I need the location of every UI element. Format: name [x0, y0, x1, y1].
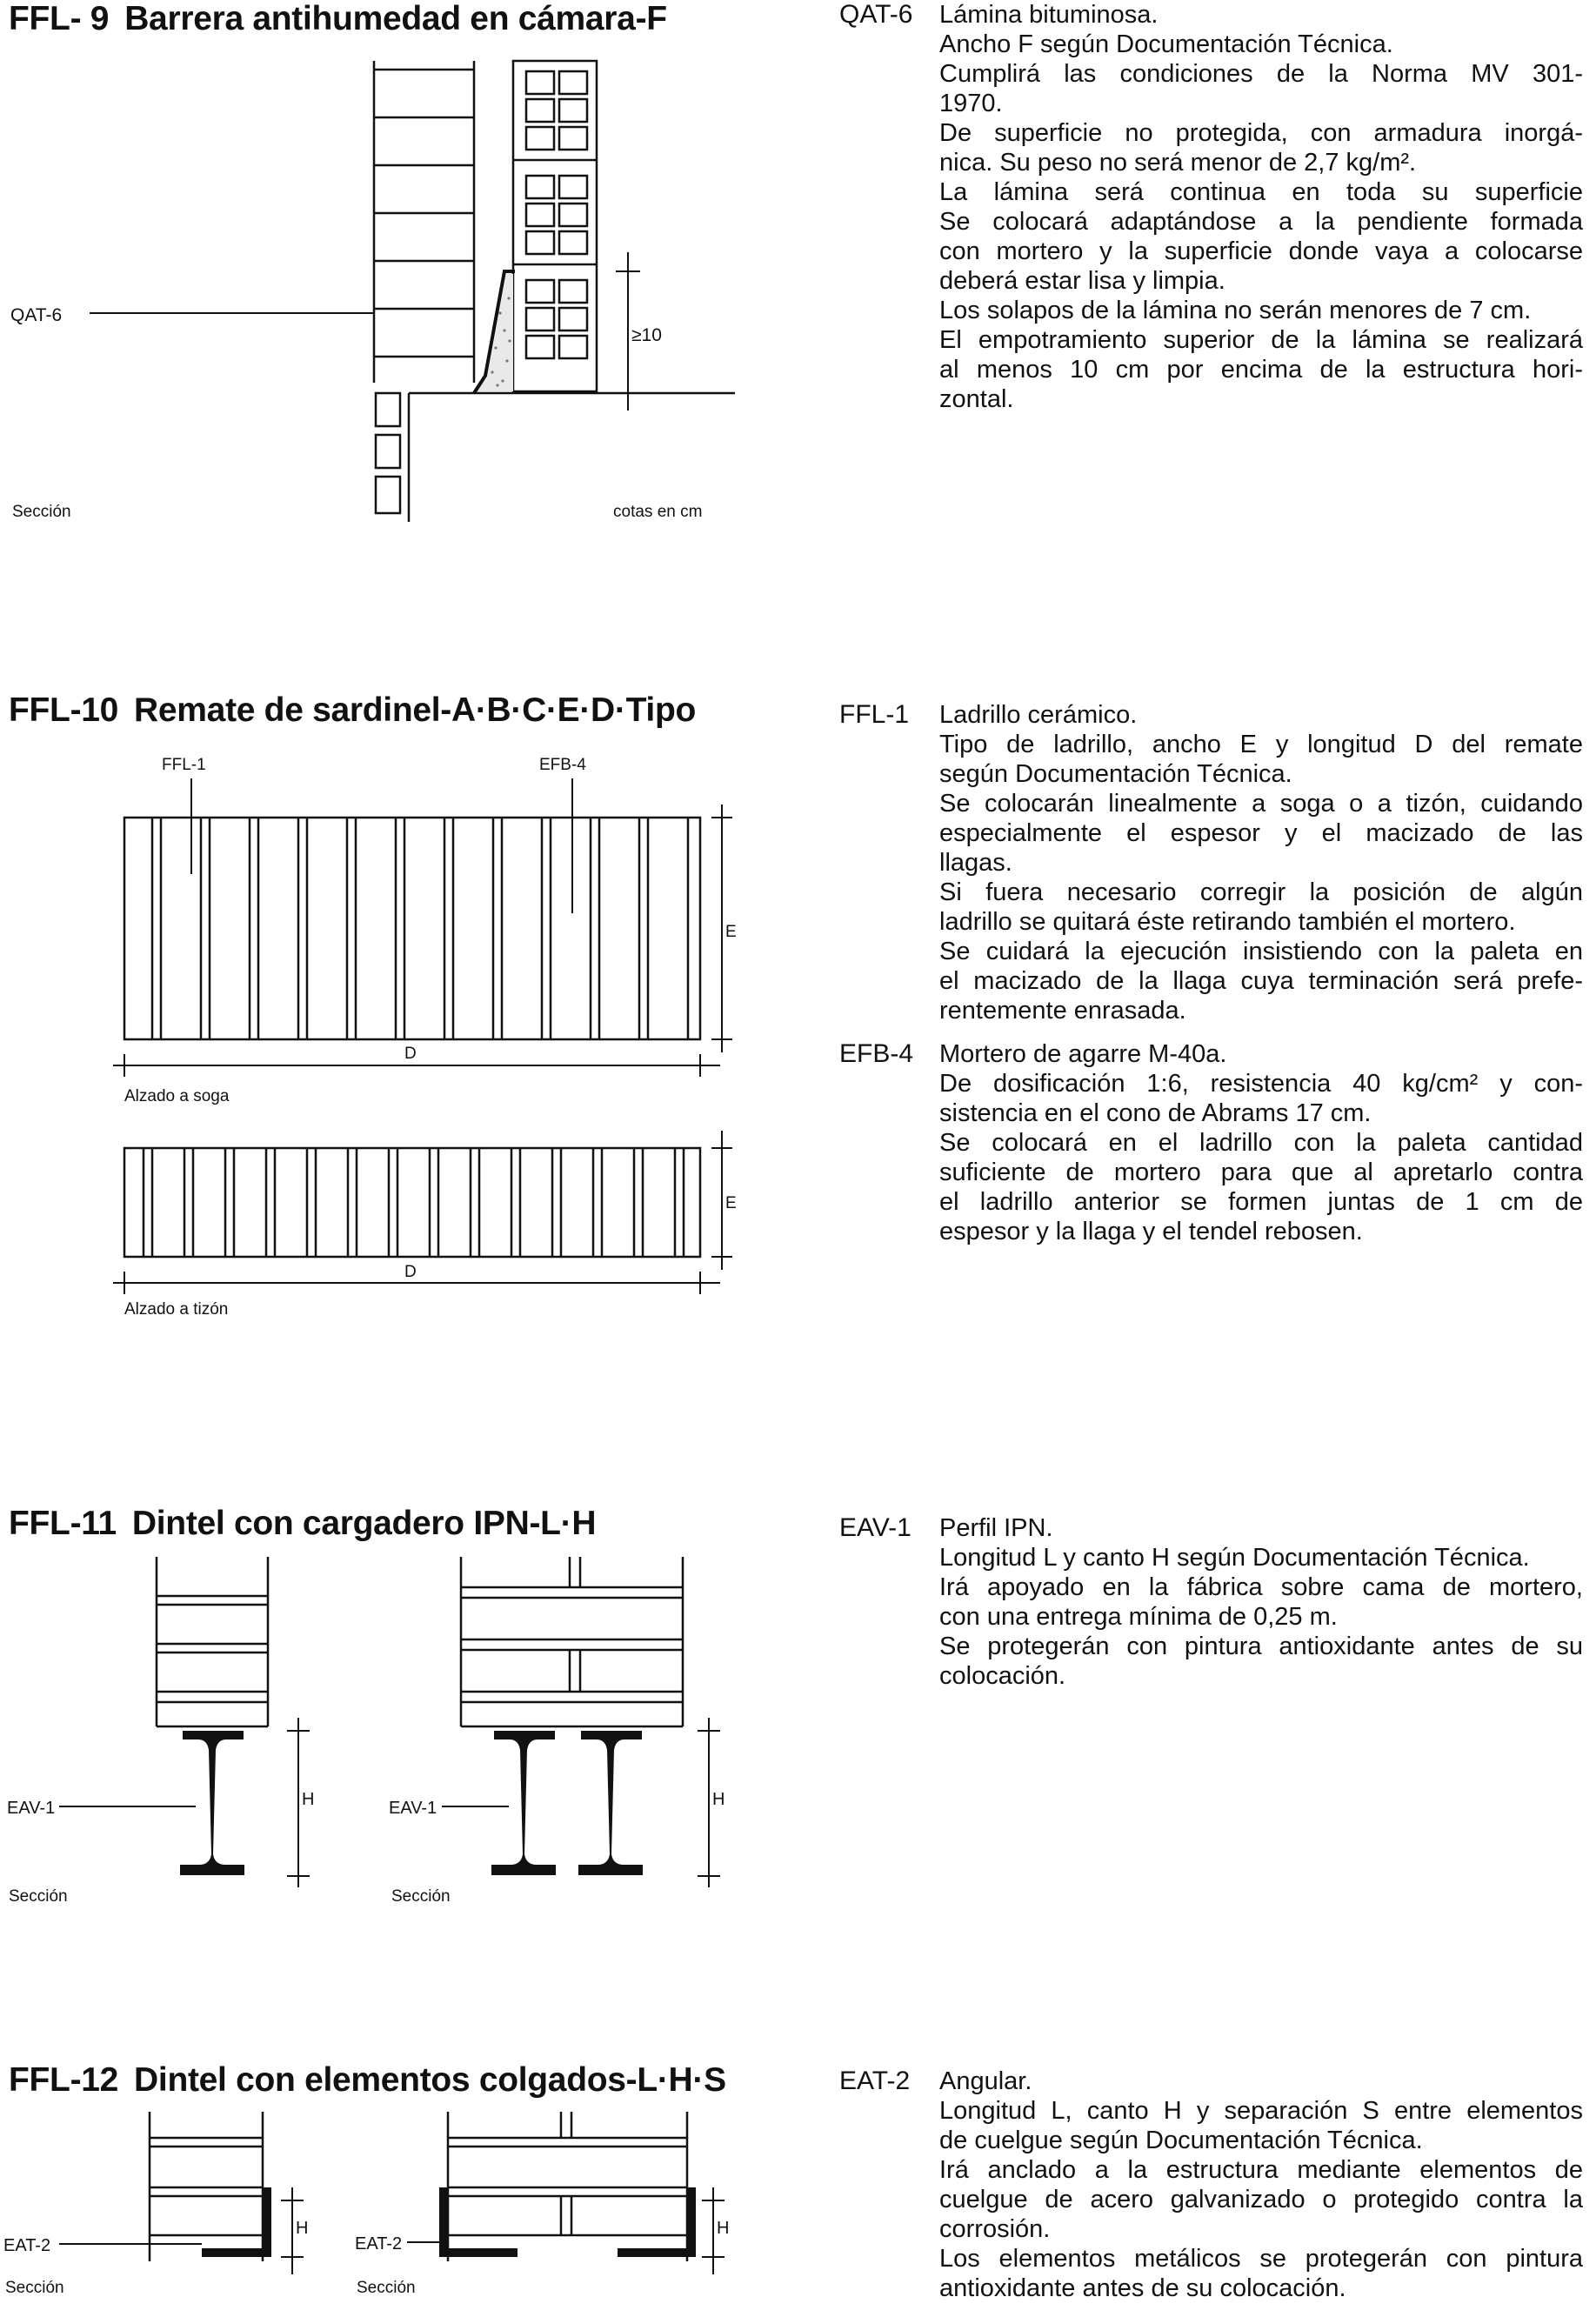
spec-list — [839, 1513, 1583, 1705]
label-eat-2: EAT-2 — [355, 2234, 403, 2254]
section-heading: Dintel con cargadero IPN-L·H — [131, 1505, 597, 1542]
spec-line: De dosificación 1:6, resistencia 40 kg/cm² y con- — [939, 1070, 1583, 1098]
spec-line: espesor y la llaga y el tendel rebosen. — [939, 1218, 1363, 1245]
label-dim-d: D — [404, 1045, 417, 1063]
spec-line: Angular. — [939, 2067, 1032, 2095]
label-dim-h: H — [712, 1790, 725, 1809]
label-eav-1: EAV-1 — [7, 1799, 56, 1818]
spec-line: cuelgue de acero galvanizado o protegido contra la — [939, 2186, 1583, 2214]
spec-line: Perfil IPN. — [939, 1514, 1053, 1542]
spec-list — [839, 2067, 1583, 2317]
caption-alzado-tizon: Alzado a tizón — [124, 1300, 229, 1319]
spec-code: EAV-1 — [839, 1513, 912, 1542]
caption-seccion: Sección — [12, 503, 71, 521]
spec-list — [839, 0, 1583, 428]
spec-line: el macizado de la llaga cuya terminación será prefe- — [939, 967, 1583, 995]
section-code: FFL-10 — [9, 691, 119, 729]
spec-line: al menos 10 cm por encima de la estructura hori- — [939, 356, 1583, 384]
spec-line: según Documentación Técnica. — [939, 760, 1292, 788]
spec-line: Irá apoyado en la fábrica sobre cama de mortero, — [939, 1573, 1583, 1601]
spec-line: sistencia en el cono de Abrams 17 cm. — [939, 1099, 1372, 1127]
label-dim-e: E — [725, 1194, 737, 1212]
section-heading: Barrera antihumedad en cámara-F — [124, 0, 667, 37]
label-dim-d: D — [404, 1263, 417, 1281]
spec-line: El empotramiento superior de la lámina se realizará — [939, 326, 1583, 354]
spec-line: de cuelgue según Documentación Técnica. — [939, 2127, 1423, 2154]
spec-line: Ladrillo cerámico. — [939, 701, 1138, 729]
label-dim-e: E — [725, 923, 737, 941]
spec-item-eav-1 — [839, 1513, 1583, 1691]
spec-text — [939, 700, 1583, 1025]
section-title — [9, 691, 696, 730]
caption-alzado-soga: Alzado a soga — [124, 1087, 230, 1105]
spec-line: Los elementos metálicos se protegerán con pintura — [939, 2245, 1583, 2273]
spec-line: Tipo de ladrillo, ancho E y longitud D del remate — [939, 731, 1583, 758]
spec-text — [939, 1513, 1583, 1691]
drawing-section-ffl-12 — [0, 2105, 783, 2301]
spec-line: 1970. — [939, 90, 1003, 117]
label-dim-h: H — [717, 2219, 730, 2238]
caption-seccion: Sección — [9, 1887, 68, 1906]
spec-line: Ancho F según Documentación Técnica. — [939, 30, 1393, 58]
spec-line: antioxidante antes de su colocación. — [939, 2274, 1346, 2302]
spec-line: con una entrega mínima de 0,25 m. — [939, 1603, 1338, 1631]
caption-seccion: Sección — [391, 1887, 451, 1906]
spec-line: Se protegerán con pintura antioxidante antes de su — [939, 1633, 1583, 1660]
section-ffl-12 — [0, 2061, 1596, 2301]
spec-list — [839, 700, 1583, 1260]
spec-line: ladrillo se quitará éste retirando también el mortero. — [939, 908, 1516, 936]
spec-line: Lámina bituminosa. — [939, 1, 1159, 29]
section-ffl-11 — [0, 1505, 1596, 1913]
section-code: FFL- 9 — [9, 0, 110, 37]
label-eav-1: EAV-1 — [389, 1799, 437, 1818]
section-title — [9, 2061, 726, 2100]
spec-line: Se cuidará la ejecución insistiendo con la paleta en — [939, 938, 1583, 965]
spec-line: Longitud L y canto H según Documentación Técnica. — [939, 1544, 1530, 1572]
spec-line: rentemente enrasada. — [939, 997, 1186, 1025]
label-efb-4: EFB-4 — [539, 756, 586, 774]
label-eat-2: EAT-2 — [3, 2236, 51, 2255]
spec-text — [939, 0, 1583, 414]
spec-code: QAT-6 — [839, 0, 913, 29]
drawing-section-ffl-11 — [0, 1552, 783, 1909]
spec-line: De superficie no protegida, con armadura inorgá- — [939, 119, 1583, 147]
spec-item-ffl-1 — [839, 700, 1583, 1025]
spec-line: Se colocará adaptándose a la pendiente formada — [939, 208, 1583, 236]
spec-text — [939, 1039, 1583, 1246]
spec-line: corrosión. — [939, 2215, 1051, 2243]
spec-text — [939, 2067, 1583, 2303]
section-code: FFL-11 — [9, 1505, 117, 1542]
caption-cotas: cotas en cm — [613, 503, 703, 521]
spec-line: Mortero de agarre M-40a. — [939, 1040, 1227, 1068]
spec-line: deberá estar lisa y limpia. — [939, 267, 1225, 295]
spec-line: Se colocará en el ladrillo con la paleta cantidad — [939, 1129, 1583, 1157]
section-ffl-9 — [0, 0, 1596, 539]
spec-line: suficiente de mortero para que al apretarlo contra — [939, 1158, 1583, 1186]
spec-line: zontal. — [939, 385, 1014, 413]
spec-line: Longitud L, canto H y separación S entre elementos — [939, 2097, 1583, 2125]
drawing-section-ffl-9 — [0, 52, 783, 539]
spec-line: con mortero y la superficie donde vaya a colocarse — [939, 237, 1583, 265]
label-dim-h: H — [296, 2219, 309, 2238]
caption-seccion: Sección — [357, 2279, 416, 2297]
section-heading: Remate de sardinel-A·B·C·E·D·Tipo — [134, 691, 696, 729]
label-dim-10: ≥10 — [631, 325, 662, 345]
spec-code: EAT-2 — [839, 2067, 911, 2095]
drawing-section-ffl-10 — [0, 744, 783, 1370]
spec-line: Si fuera necesario corregir la posición de algún — [939, 878, 1583, 906]
label-ffl-1: FFL-1 — [162, 756, 206, 774]
spec-line: Irá anclado a la estructura mediante elementos de — [939, 2156, 1583, 2184]
label-dim-h: H — [302, 1790, 315, 1809]
spec-line: Cumplirá las condiciones de la Norma MV 301- — [939, 60, 1583, 88]
spec-item-eat-2 — [839, 2067, 1583, 2303]
spec-code: EFB-4 — [839, 1039, 914, 1068]
spec-line: especialmente el espesor y el macizado de las — [939, 819, 1583, 847]
spec-line: La lámina será continua en toda su superficie — [939, 178, 1583, 206]
section-title — [9, 0, 667, 38]
caption-seccion: Sección — [5, 2279, 64, 2297]
section-heading: Dintel con elementos colgados-L·H·S — [134, 2061, 726, 2099]
spec-line: colocación. — [939, 1662, 1066, 1690]
spec-line: Se colocarán linealmente a soga o a tizón, cuidando — [939, 790, 1583, 818]
spec-item-efb-4 — [839, 1039, 1583, 1246]
spec-line: nica. Su peso no será menor de 2,7 kg/m². — [939, 149, 1417, 177]
spec-line: el ladrillo anterior se formen juntas de 1 cm de — [939, 1188, 1583, 1216]
section-ffl-10 — [0, 691, 1596, 1387]
section-code: FFL-12 — [9, 2061, 119, 2099]
spec-line: Los solapos de la lámina no serán menores de 7 cm. — [939, 297, 1532, 324]
label-qat-6: QAT-6 — [10, 305, 63, 325]
spec-code: FFL-1 — [839, 700, 910, 729]
section-title — [9, 1505, 596, 1543]
spec-item-qat-6 — [839, 0, 1583, 414]
spec-line: llagas. — [939, 849, 1012, 877]
